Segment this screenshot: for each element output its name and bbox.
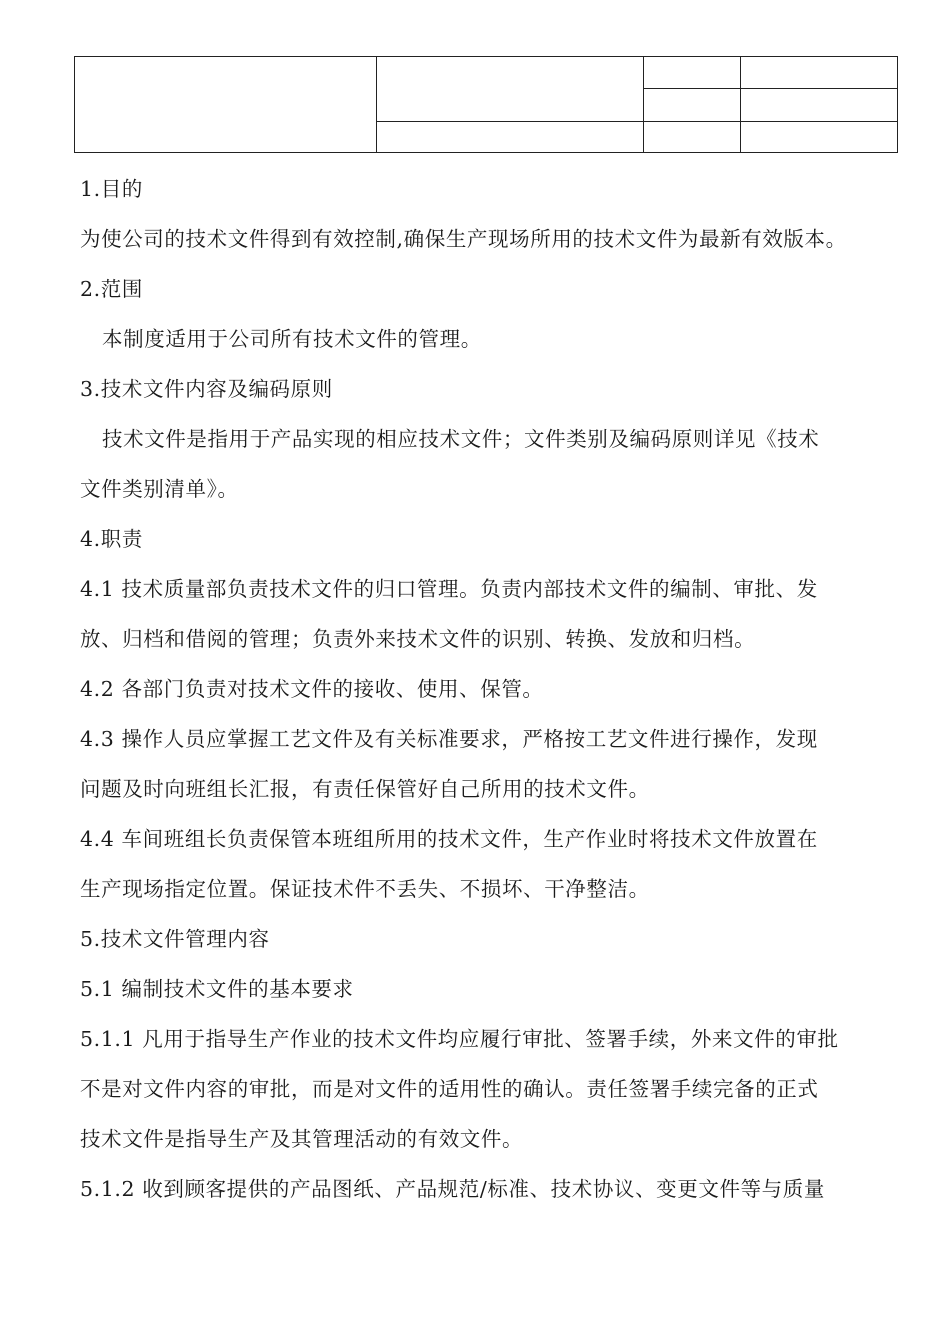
table-cell [75, 57, 376, 154]
table-cell [740, 121, 897, 154]
section-heading: 5.技术文件管理内容 [80, 927, 270, 951]
paragraph-line: 问题及时向班组长汇报，有责任保管好自己所用的技术文件。 [80, 777, 650, 801]
paragraph-line: 为使公司的技术文件得到有效控制,确保生产现场所用的技术文件为最新有效版本。 [80, 227, 847, 251]
paragraph-line: 放、归档和借阅的管理；负责外来技术文件的识别、转换、发放和归档。 [80, 627, 756, 651]
table-cell [740, 57, 897, 88]
table-cell [643, 88, 740, 121]
paragraph-line: 不是对文件内容的审批，而是对文件的适用性的确认。责任签署手续完备的正式 [80, 1077, 819, 1101]
header-table [74, 56, 898, 153]
section-heading: 3.技术文件内容及编码原则 [80, 377, 333, 401]
section-heading: 2.范围 [80, 277, 143, 301]
table-cell [740, 88, 897, 121]
section-heading: 1.目的 [80, 177, 143, 201]
paragraph-line: 4.1 技术质量部负责技术文件的归口管理。负责内部技术文件的编制、审批、发 [80, 577, 818, 601]
paragraph-line: 生产现场指定位置。保证技术件不丢失、不损坏、干净整洁。 [80, 877, 650, 901]
table-cell [376, 57, 643, 121]
paragraph-line: 文件类别清单》。 [80, 477, 239, 501]
paragraph-line: 技术文件是指导生产及其管理活动的有效文件。 [80, 1127, 524, 1151]
paragraph-line: 5.1.2 收到顾客提供的产品图纸、产品规范/标准、技术协议、变更文件等与质量 [80, 1177, 825, 1201]
paragraph-line: 4.4 车间班组长负责保管本班组所用的技术文件，生产作业时将技术文件放置在 [80, 827, 818, 851]
table-cell [643, 57, 740, 88]
paragraph-line: 本制度适用于公司所有技术文件的管理。 [102, 327, 482, 351]
subsection-heading: 5.1 编制技术文件的基本要求 [80, 977, 354, 1001]
table-cell [643, 121, 740, 154]
paragraph-line: 技术文件是指用于产品实现的相应技术文件；文件类别及编码原则详见《技术 [102, 427, 820, 451]
paragraph-line: 4.2 各部门负责对技术文件的接收、使用、保管。 [80, 677, 544, 701]
paragraph-line: 4.3 操作人员应掌握工艺文件及有关标准要求，严格按工艺文件进行操作，发现 [80, 727, 818, 751]
paragraph-line: 5.1.1 凡用于指导生产作业的技术文件均应履行审批、签署手续，外来文件的审批 [80, 1027, 839, 1051]
section-heading: 4.职责 [80, 527, 143, 551]
